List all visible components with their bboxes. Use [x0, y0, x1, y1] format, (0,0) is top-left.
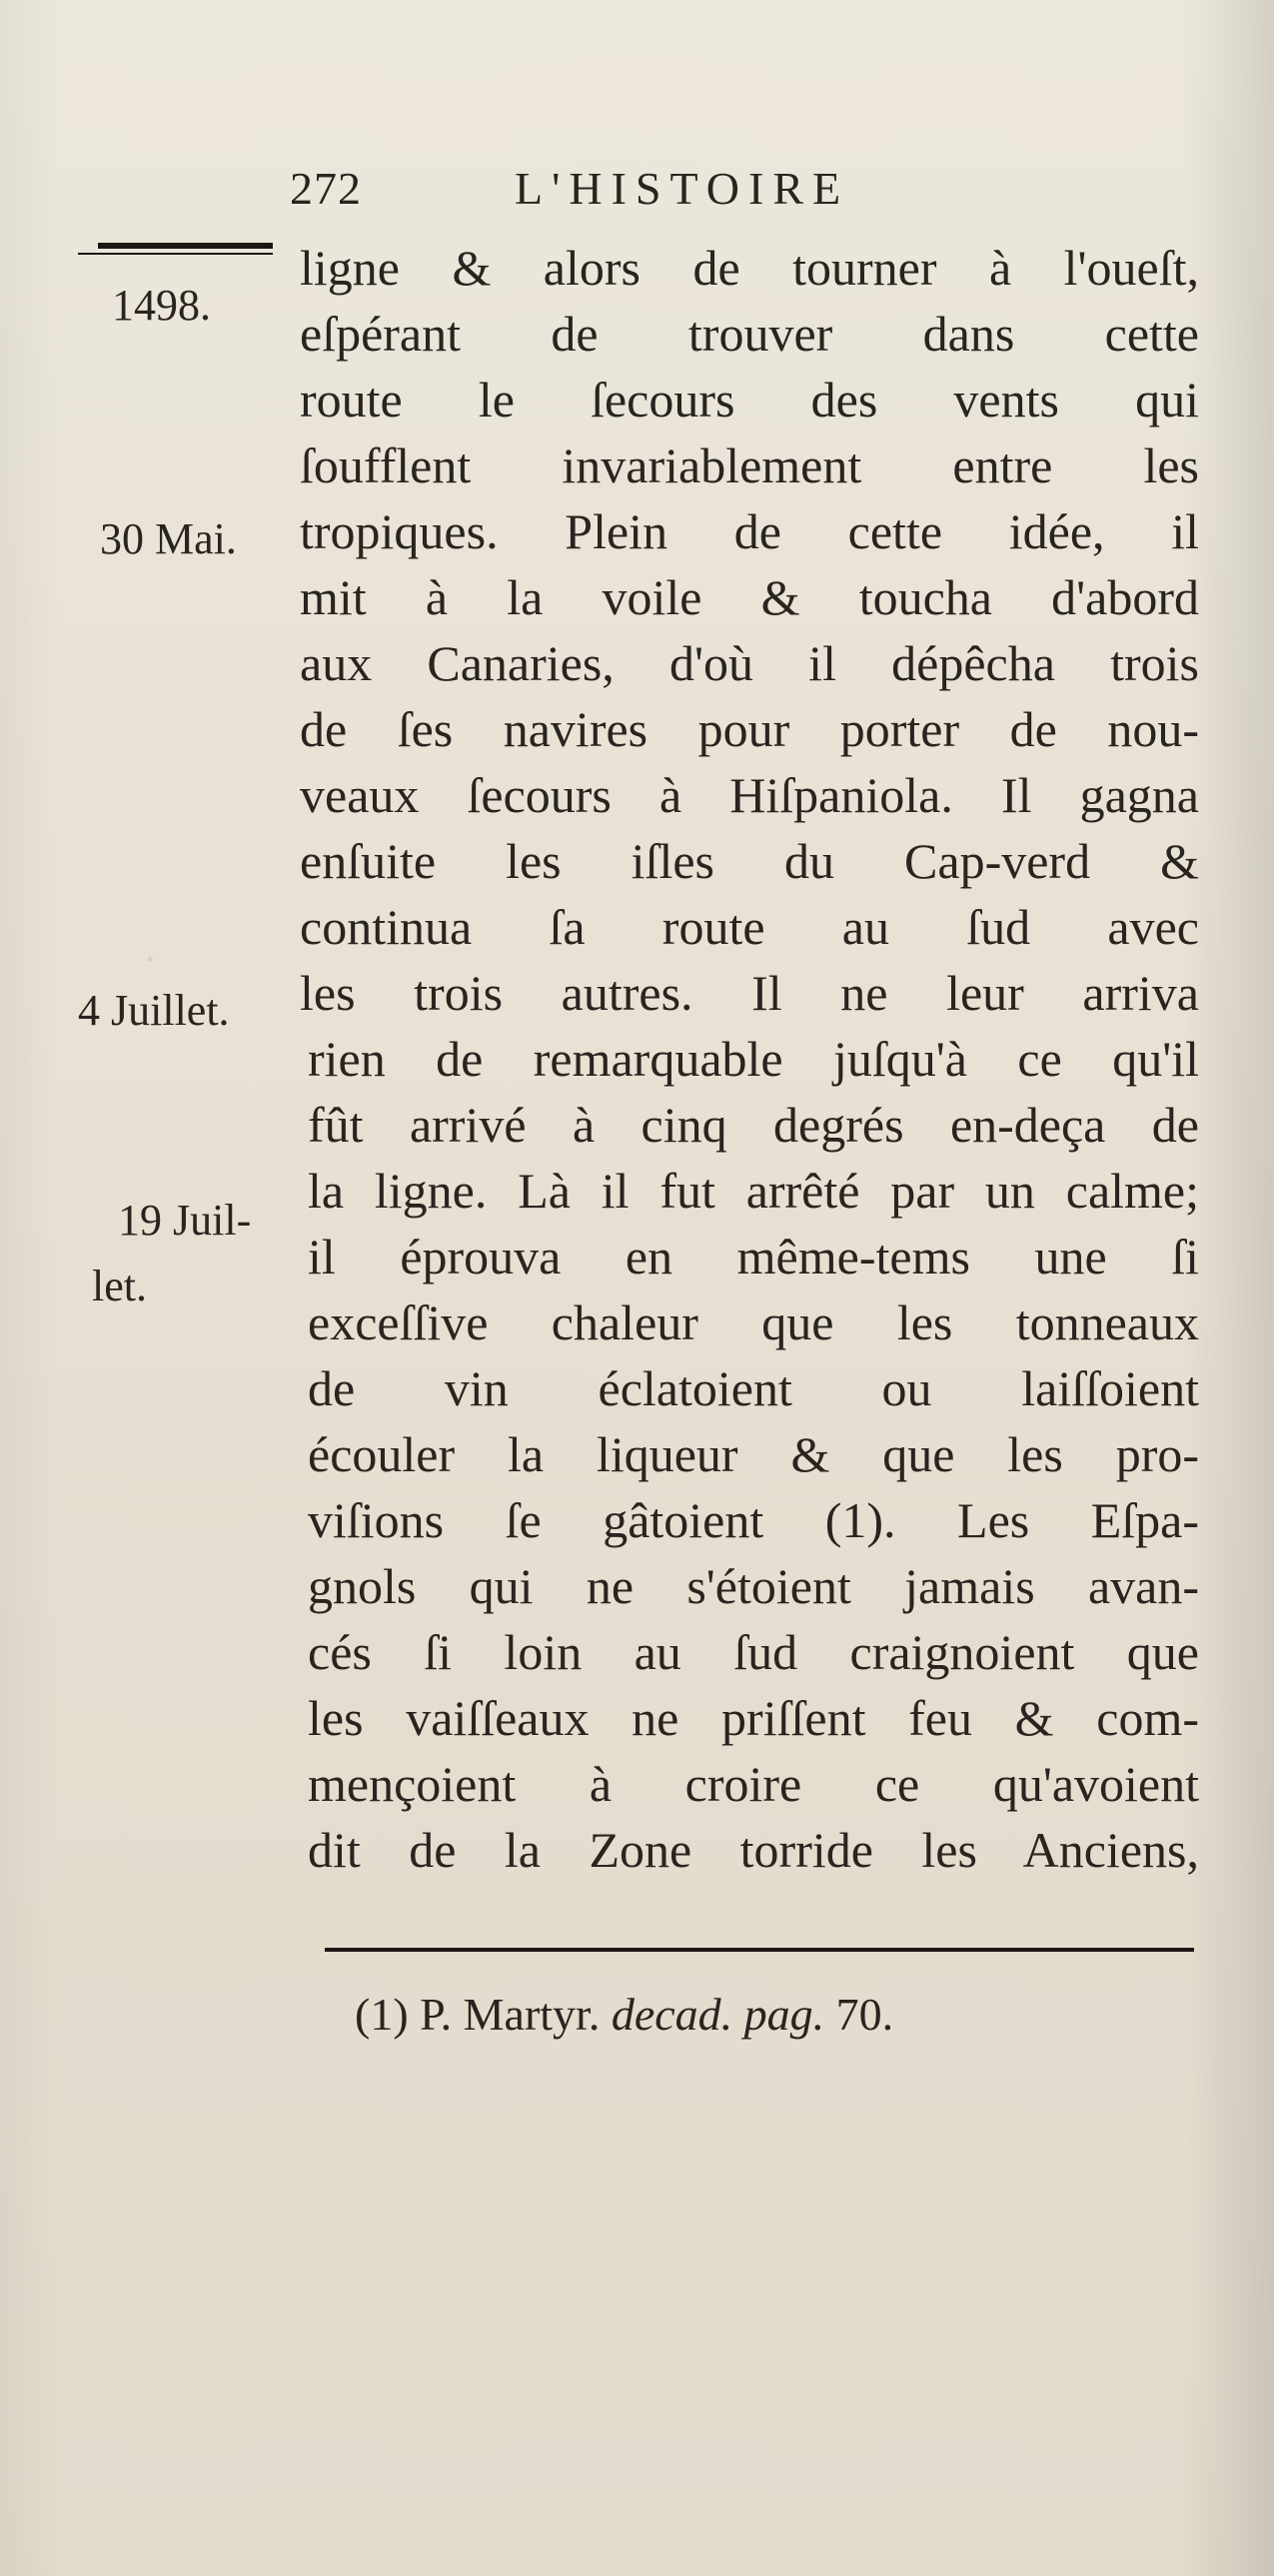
ornament-rule: [78, 243, 273, 257]
body-line: mit à la voile & toucha d'abord: [300, 569, 1199, 625]
body-line: fût arrivé à cinq degrés en-deça de: [308, 1097, 1199, 1153]
body-line: ligne & alors de tourner à l'oueſt,: [300, 240, 1199, 296]
body-line: la ligne. Là il fut arrêté par un calme;: [308, 1163, 1199, 1219]
margin-note-4-juillet: 4 Juillet.: [78, 986, 230, 1035]
body-line: viſions ſe gâtoient (1). Les Eſpa-: [308, 1492, 1199, 1548]
body-line: gnols qui ne s'étoient jamais avan-: [308, 1558, 1199, 1614]
margin-note-year: 1498.: [112, 281, 211, 330]
body-line: mençoient à croire ce qu'avoient: [308, 1756, 1199, 1812]
margin-note-19-juil: 19 Juil-: [118, 1196, 252, 1245]
body-line: dit de la Zone torride les Anciens,: [308, 1822, 1199, 1878]
ornament-rule-thick: [98, 243, 273, 249]
body-line: eſpérant de trouver dans cette: [300, 306, 1199, 362]
footnote-author: P. Martyr.: [420, 1989, 601, 2040]
show-through-ghost: .: [145, 925, 156, 971]
footnote-marker: (1): [355, 1989, 409, 2040]
body-line: veaux ſecours à Hiſpaniola. Il gagna: [300, 767, 1199, 823]
body-line: de vin éclatoient ou laiſſoient: [308, 1360, 1199, 1416]
body-line: les vaiſſeaux ne priſſent feu & com-: [308, 1690, 1199, 1746]
margin-note-let: let.: [92, 1262, 147, 1310]
page-number: 272: [290, 163, 362, 214]
margin-note-30-mai: 30 Mai.: [100, 514, 237, 563]
body-line: cés ſi loin au ſud craignoient que: [308, 1624, 1199, 1680]
page-header: [290, 162, 989, 222]
body-line: rien de remarquable juſqu'à ce qu'il: [308, 1031, 1199, 1087]
footnote-page: 70.: [835, 1989, 894, 2040]
body-line: enſuite les iſles du Cap-verd &: [300, 833, 1199, 889]
running-title: L'HISTOIRE: [515, 163, 850, 214]
body-line: de ſes navires pour porter de nou-: [300, 701, 1199, 757]
body-line: les trois autres. Il ne leur arriva: [300, 965, 1199, 1021]
body-line: tropiques. Plein de cette idée, il: [300, 503, 1199, 559]
ornament-rule-thin: [78, 253, 273, 255]
footnote-rule: [325, 1948, 1194, 1952]
body-line: aux Canaries, d'où il dépêcha trois: [300, 635, 1199, 691]
body-line: continua ſa route au ſud avec: [300, 899, 1199, 955]
body-line: il éprouva en même-tems une ſi: [308, 1229, 1199, 1285]
footnote: [355, 1988, 893, 2041]
body-line: route le ſecours des vents qui: [300, 372, 1199, 428]
body-line: ſoufflent invariablement entre les: [300, 437, 1199, 493]
footnote-reference: decad. pag.: [611, 1989, 825, 2040]
body-line: écouler la liqueur & que les pro-: [308, 1426, 1199, 1482]
body-line: exceſſive chaleur que les tonneaux: [308, 1294, 1199, 1350]
